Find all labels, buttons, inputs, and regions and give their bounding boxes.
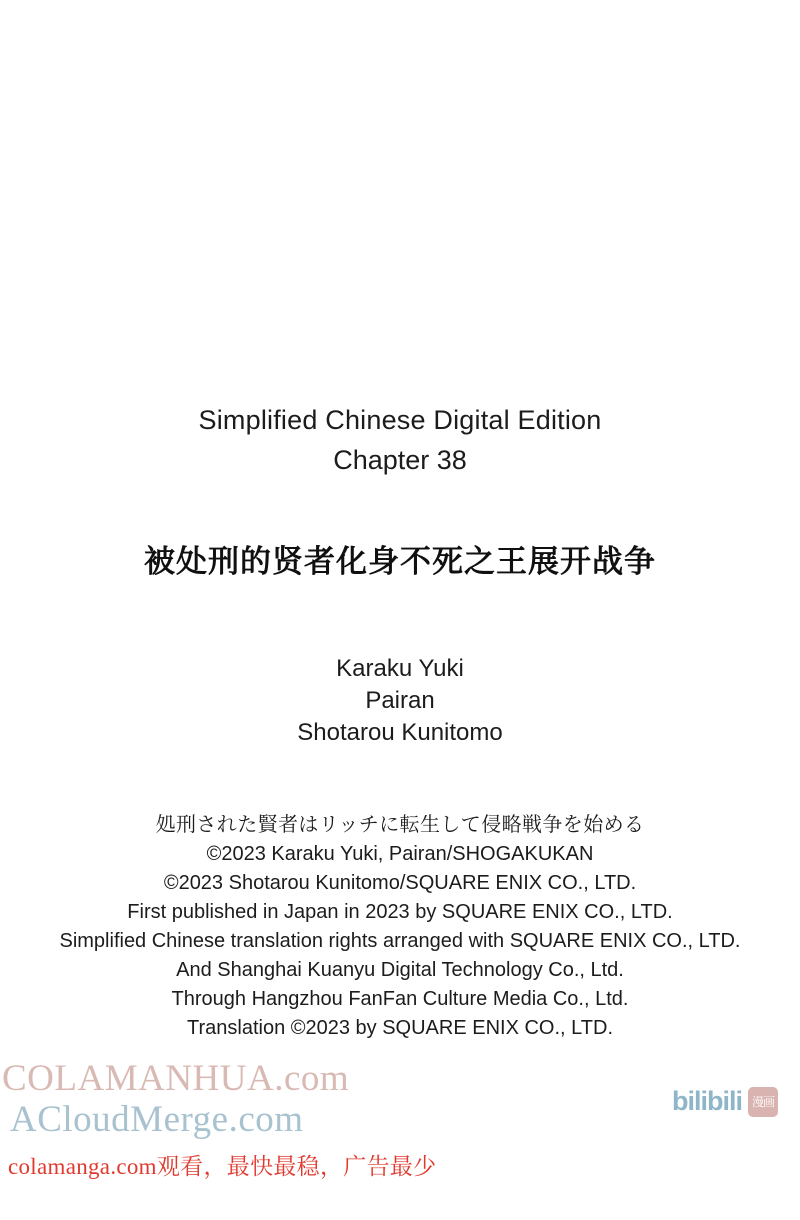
legal-line-shanghai: And Shanghai Kuanyu Digital Technology Co., Ltd. xyxy=(176,959,624,981)
watermark-line-colamanhua: COLAMANHUA.com xyxy=(2,1058,350,1099)
site-watermark xyxy=(0,1058,420,1140)
legal-block xyxy=(0,811,800,1043)
legal-line-hangzhou: Through Hangzhou FanFan Culture Media Co., Ltd. xyxy=(171,988,629,1010)
legal-line-copyright-2: ©2023 Shotarou Kunitomo/SQUARE ENIX CO., LTD. xyxy=(163,872,637,894)
watermark-note: colamanga.com观看，最快最稳，广告最少 xyxy=(8,1154,437,1179)
legal-line-first-published: First published in Japan in 2023 by SQUARE ENIX CO., LTD. xyxy=(127,901,673,923)
legal-line-jp-title: 処刑された賢者はリッチに転生して侵略戦争を始める xyxy=(155,814,645,836)
watermark-line-acloudmerge: ACloudMerge.com xyxy=(10,1099,304,1140)
bilibili-manga-badge: 漫画 xyxy=(748,1087,778,1117)
credit-artist: Pairan xyxy=(365,687,435,714)
legal-line-translation-rights: Simplified Chinese translation rights arranged with SQUARE ENIX CO., LTD. xyxy=(59,930,741,952)
credit-character-design: Shotarou Kunitomo xyxy=(297,719,503,746)
bilibili-logo xyxy=(672,1086,778,1117)
edition-line: Simplified Chinese Digital Edition xyxy=(198,405,602,435)
bilibili-wordmark: bilibili xyxy=(672,1086,742,1116)
chapter-line: Chapter 38 xyxy=(333,445,467,475)
legal-line-translation-copyright: Translation ©2023 by SQUARE ENIX CO., LTD. xyxy=(187,1017,613,1039)
legal-line-copyright-1: ©2023 Karaku Yuki, Pairan/SHOGAKUKAN xyxy=(206,843,594,865)
colophon-block xyxy=(0,400,800,1043)
credits-block xyxy=(0,653,800,749)
series-title-cn: 被处刑的贤者化身不死之王展开战争 xyxy=(144,544,656,579)
credit-author: Karaku Yuki xyxy=(336,655,464,682)
